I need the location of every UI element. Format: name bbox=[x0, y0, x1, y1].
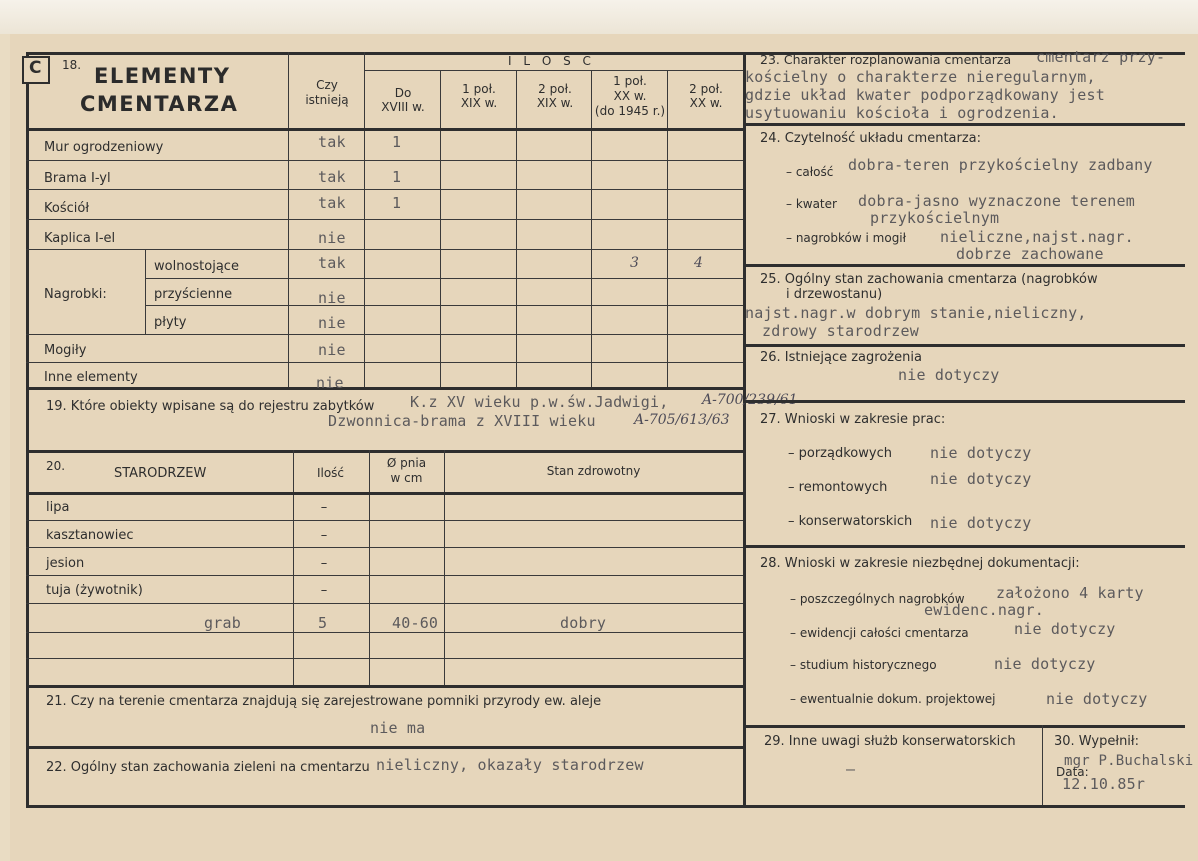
section24-nagr-label: – nagrobków i mogił bbox=[786, 231, 907, 245]
section24-kwater-2: przykościelnym bbox=[870, 209, 1000, 227]
exists-brama: tak bbox=[318, 168, 346, 186]
tree-name-grab: grab bbox=[204, 614, 241, 632]
exists-kaplica: nie bbox=[318, 229, 346, 247]
section23-line2: kościelny o charakterze nieregularnym, bbox=[745, 68, 1096, 86]
frame-middle bbox=[743, 52, 746, 807]
row-label-brama: Brama I-yl bbox=[44, 171, 111, 186]
section26-answer: nie dotyczy bbox=[898, 366, 1000, 384]
col-diam-header2: w cm bbox=[390, 471, 423, 485]
row-label-mogily: Mogiły bbox=[44, 343, 87, 358]
ilosc-header: I L O Ś C bbox=[508, 54, 595, 68]
section-number: 18. bbox=[62, 58, 82, 72]
tree-diam-grab: 40-60 bbox=[392, 614, 439, 632]
section22-answer: nieliczny, okazały starodrzew bbox=[376, 756, 644, 774]
period-5-l1: 2 poł. bbox=[689, 82, 723, 96]
section23-line3: gdzie układ kwater podporządkowany jest bbox=[745, 86, 1105, 104]
qty-brama-xviii: 1 bbox=[392, 168, 402, 186]
exists-mogily: nie bbox=[318, 341, 346, 359]
section27-item1-answer: nie dotyczy bbox=[930, 444, 1032, 462]
section22-label: 22. Ogólny stan zachowania zieleni na cmentarzu bbox=[46, 760, 370, 775]
frame-bottom-right bbox=[746, 805, 1185, 808]
tree-qty-tuja: – bbox=[320, 583, 328, 598]
section28-item1-answer: nie dotyczy bbox=[1014, 620, 1116, 638]
section19-label: 19. Które obiekty wpisane są do rejestru zabytków bbox=[46, 399, 375, 414]
tree-name-kasztanowiec: kasztanowiec bbox=[46, 528, 134, 543]
row-line-6 bbox=[145, 305, 743, 306]
section28-item1-label: – ewidencji całości cmentarza bbox=[790, 626, 969, 640]
section25-line2: zdrowy starodrzew bbox=[762, 322, 919, 340]
section19-reg1: A-700/239/61 bbox=[702, 392, 798, 408]
tree-name-tuja: tuja (żywotnik) bbox=[46, 583, 143, 598]
tree-row-line-5 bbox=[26, 632, 743, 633]
section29-label: 29. Inne uwagi służb konserwatorskich bbox=[764, 734, 1016, 749]
section25-label-2: i drzewostanu) bbox=[786, 287, 883, 302]
tree-row-line-3 bbox=[26, 575, 743, 576]
period-2-l2: XIX w. bbox=[460, 96, 498, 110]
row-line-8 bbox=[26, 362, 743, 363]
ilosc-underline bbox=[364, 70, 743, 71]
section27-item2-label: – remontowych bbox=[788, 480, 888, 495]
section20-number: 20. bbox=[46, 459, 66, 473]
exists-wolnostojace: tak bbox=[318, 254, 346, 272]
section21-label: 21. Czy na terenie cmentarza znajdują się zarejestrowane pomniki przyrody ew. aleje bbox=[46, 694, 602, 709]
row-label-kosciol: Kościół bbox=[44, 201, 90, 216]
qty-mur-xviii: 1 bbox=[392, 133, 402, 151]
tree-row-line-2 bbox=[26, 547, 743, 548]
row-line-3 bbox=[26, 219, 743, 220]
col-qty-header: Ilość bbox=[316, 466, 345, 480]
period-4-l1: 1 poł. bbox=[613, 74, 647, 88]
col-line-tree-health bbox=[444, 450, 445, 685]
row-label-inne: Inne elementy bbox=[44, 370, 138, 385]
col-diam-header1: Ø pnia bbox=[386, 456, 427, 470]
section24-kwater-label: – kwater bbox=[786, 197, 837, 211]
section25-label-1: 25. Ogólny stan zachowania cmentarza (nagrobków bbox=[760, 272, 1098, 287]
period-3-l1: 2 poł. bbox=[538, 82, 572, 96]
section25-bottom bbox=[743, 344, 1185, 347]
exists-header-line1: Czy bbox=[316, 78, 338, 92]
section27-item3-answer: nie dotyczy bbox=[930, 514, 1032, 532]
section19-line1: K.z XV wieku p.w.św.Jadwigi, bbox=[410, 393, 669, 411]
section21-answer: nie ma bbox=[370, 719, 426, 737]
section18-bottom bbox=[26, 387, 743, 390]
section26-bottom bbox=[743, 400, 1185, 403]
section30-name: mgr P.Buchalski bbox=[1064, 753, 1194, 769]
frame-left bbox=[26, 52, 29, 807]
section25-line1: najst.nagr.w dobrym stanie,nieliczny, bbox=[745, 304, 1087, 322]
section30-date: 12.10.85r bbox=[1062, 775, 1146, 793]
qty-kosciol-xviii: 1 bbox=[392, 194, 402, 212]
section29-30-divider bbox=[1042, 725, 1043, 805]
tree-name-lipa: lipa bbox=[46, 500, 70, 515]
frame-bottom-left bbox=[26, 805, 746, 808]
period-1-l1: Do bbox=[394, 86, 412, 100]
section23-line4: usytuowaniu kościoła i ogrodzenia. bbox=[745, 104, 1059, 122]
col-line-q2 bbox=[440, 70, 441, 387]
row-label-przyscienne: przyścienne bbox=[154, 287, 233, 302]
section24-nagr-2: dobrze zachowane bbox=[956, 245, 1104, 263]
period-2-l1: 1 poł. bbox=[462, 82, 496, 96]
exists-mur: tak bbox=[318, 133, 346, 151]
tree-row-line-1 bbox=[26, 520, 743, 521]
tree-row-line-4 bbox=[26, 603, 743, 604]
section24-nagr-1: nieliczne,najst.nagr. bbox=[940, 228, 1134, 246]
section28-item3-label: – ewentualnie dokum. projektowej bbox=[790, 692, 996, 706]
col-health-header: Stan zdrowotny bbox=[546, 464, 641, 478]
qty-wolno-2xx: 4 bbox=[694, 255, 703, 271]
section28-label: 28. Wnioski w zakresie niezbędnej dokumentacji: bbox=[760, 556, 1080, 571]
section24-calosc-label: – całość bbox=[786, 165, 834, 179]
section-title-line2: CMENTARZA bbox=[80, 92, 239, 116]
tree-health-grab: dobry bbox=[560, 614, 607, 632]
section23-bottom bbox=[743, 123, 1185, 126]
row-label-wolnostojace: wolnostojące bbox=[154, 259, 239, 274]
section23-line1: cmentarz przy- bbox=[1036, 48, 1166, 66]
tree-qty-kasztanowiec: – bbox=[320, 528, 328, 543]
qty-wolno-1xx: 3 bbox=[630, 255, 639, 271]
section28-poszcz-2: ewidenc.nagr. bbox=[924, 601, 1044, 619]
period-4-l3: (do 1945 r.) bbox=[594, 104, 666, 118]
row-line-5 bbox=[145, 278, 743, 279]
section-letter: C bbox=[29, 58, 42, 78]
section20-title: STARODRZEW bbox=[114, 466, 207, 481]
exists-header-line2: istnieją bbox=[305, 93, 349, 107]
section24-label: 24. Czytelność układu cmentarza: bbox=[760, 131, 982, 146]
col-line-tree-diam bbox=[369, 450, 370, 685]
section28-item3-answer: nie dotyczy bbox=[1046, 690, 1148, 708]
row-line-4 bbox=[26, 249, 743, 250]
exists-przyscienne: nie bbox=[318, 289, 346, 307]
section28-bottom bbox=[743, 725, 1185, 728]
section29-answer: — bbox=[846, 760, 856, 778]
section23-label: 23. Charakter rozplanowania cmentarza bbox=[760, 52, 1012, 67]
period-4-l2: XX w. bbox=[613, 89, 647, 103]
section27-bottom bbox=[743, 545, 1185, 548]
section21-bottom bbox=[26, 746, 743, 749]
section27-item2-answer: nie dotyczy bbox=[930, 470, 1032, 488]
tree-name-jesion: jesion bbox=[46, 556, 85, 571]
row-label-plyty: płyty bbox=[154, 315, 187, 330]
tree-qty-grab: 5 bbox=[318, 614, 328, 632]
section30-label: 30. Wypełnił: bbox=[1054, 734, 1139, 749]
exists-plyty: nie bbox=[318, 314, 346, 332]
section27-item1-label: – porządkowych bbox=[788, 446, 892, 461]
section30-date-label: Data: bbox=[1056, 765, 1089, 779]
section24-bottom bbox=[743, 264, 1185, 267]
period-5-l2: XX w. bbox=[689, 96, 723, 110]
section-title-line1: ELEMENTY bbox=[94, 64, 231, 88]
exists-kosciol: tak bbox=[318, 194, 346, 212]
tree-qty-lipa: – bbox=[320, 500, 328, 515]
section27-item3-label: – konserwatorskich bbox=[788, 514, 913, 529]
section19-bottom bbox=[26, 450, 743, 453]
row-line-2 bbox=[26, 189, 743, 190]
section19-line2: Dzwonnica-brama z XVIII wieku bbox=[328, 412, 596, 430]
frame-top-left bbox=[26, 52, 746, 55]
tree-qty-jesion: – bbox=[320, 556, 328, 571]
section26-label: 26. Istniejące zagrożenia bbox=[760, 350, 922, 365]
section24-calosc: dobra-teren przykościelny zadbany bbox=[848, 156, 1153, 174]
header-bottom-line bbox=[26, 128, 743, 131]
row-line-1 bbox=[26, 160, 743, 161]
section28-item2-answer: nie dotyczy bbox=[994, 655, 1096, 673]
period-1-l2: XVIII w. bbox=[381, 100, 425, 114]
exists-inne: nie bbox=[316, 374, 344, 392]
section20-bottom bbox=[26, 685, 743, 688]
tree-row-line-6 bbox=[26, 658, 743, 659]
row-line-7 bbox=[26, 334, 743, 335]
section28-item2-label: – studium historycznego bbox=[790, 658, 937, 672]
row-label-nagrobki: Nagrobki: bbox=[44, 287, 107, 302]
period-3-l2: XIX w. bbox=[536, 96, 574, 110]
row-label-mur: Mur ogrodzeniowy bbox=[44, 140, 164, 155]
row-label-kaplica: Kaplica I-el bbox=[44, 231, 116, 246]
section28-poszcz-label: – poszczególnych nagrobków bbox=[790, 592, 965, 606]
nagrobki-divider bbox=[145, 249, 146, 334]
top-paper-strip bbox=[0, 0, 1198, 34]
section27-label: 27. Wnioski w zakresie prac: bbox=[760, 412, 946, 427]
tree-header-bottom bbox=[26, 492, 743, 495]
section19-reg2: A-705/613/63 bbox=[634, 412, 730, 428]
section28-poszcz-1: założono 4 karty bbox=[996, 584, 1144, 602]
col-line-q3 bbox=[516, 70, 517, 387]
section24-kwater-1: dobra-jasno wyznaczone terenem bbox=[858, 192, 1135, 210]
